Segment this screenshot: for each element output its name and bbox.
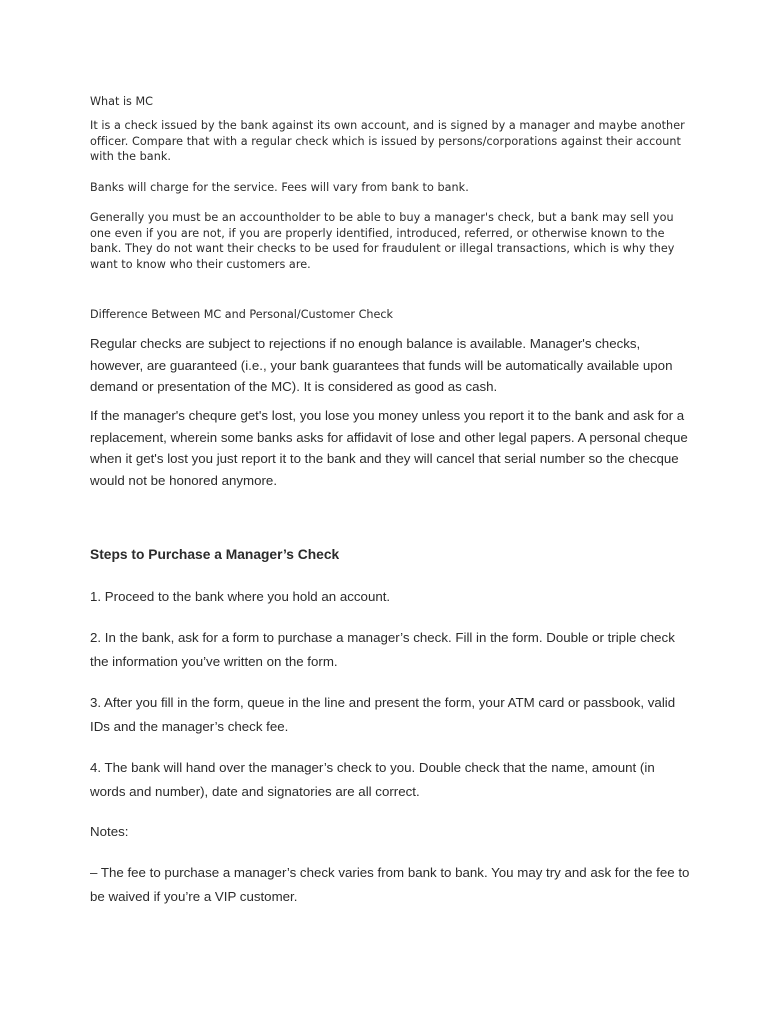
step-4: 4. The bank will hand over the manager’s check to you. Double check that the name, amount (in words and number), date and signatories are all correct.: [90, 760, 655, 799]
step-3: 3. After you fill in the form, queue in the line and present the form, your ATM card or passbook, valid IDs and the manager’s check fee.: [90, 695, 676, 734]
notes-label: Notes:: [90, 824, 129, 839]
paragraph-definition: It is a check issued by the bank against its own account, and is signed by a manager and maybe another officer. Compare that with a regular check which is issued by persons/corporations against their account with the bank.: [90, 119, 685, 163]
step-1: 1. Proceed to the bank where you hold an account.: [90, 589, 391, 604]
section-title-difference: Difference Between MC and Personal/Customer Check: [90, 308, 394, 321]
note-1: – The fee to purchase a manager’s check varies from bank to bank. You may try and ask for the fee to be waived if you’re a VIP customer.: [90, 865, 690, 904]
section-title-what-is-mc: What is MC: [90, 95, 153, 108]
paragraph-accountholder: Generally you must be an accountholder to be able to buy a manager's check, but a bank may sell you one even if you are not, if you are properly identified, introduced, referred, or otherwise known to the bank. They do not want their checks to be used for fraudulent or illegal transactions, which is why they want to know who their customers are.: [90, 211, 675, 271]
paragraph-regular-checks: Regular checks are subject to rejections if no enough balance is available. Manager's checks, however, are guaranteed (i.e., your bank guarantees that funds will be automatically available upon demand or presentation of the MC). It is considered as good as cash.: [90, 336, 673, 394]
section-title-steps: Steps to Purchase a Manager’s Check: [90, 547, 340, 562]
paragraph-fees: Banks will charge for the service. Fees will vary from bank to bank.: [90, 181, 469, 194]
step-2: 2. In the bank, ask for a form to purchase a manager’s check. Fill in the form. Double or triple check the information you’ve written on the form.: [90, 630, 675, 669]
paragraph-lost-cheque: If the manager's chequre get's lost, you lose you money unless you report it to the bank and ask for a replacement, wherein some banks asks for affidavit of lose and other legal papers. A personal cheque when it get's lost you just report it to the bank and they will cancel that serial number so the checque would not be honored anymore.: [90, 408, 688, 488]
